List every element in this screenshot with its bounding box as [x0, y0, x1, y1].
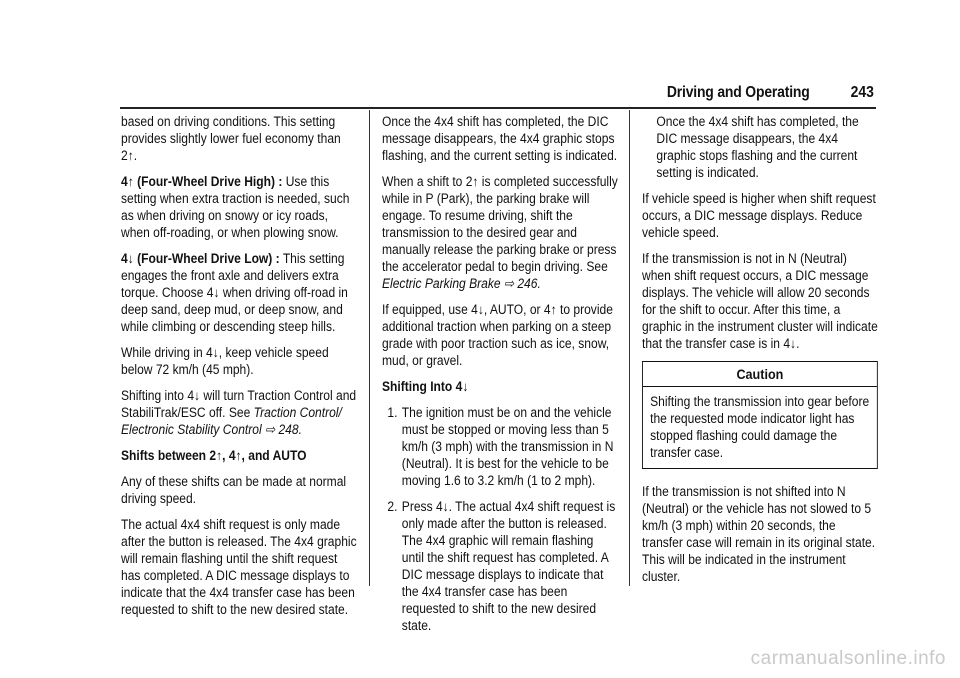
paragraph: Once the 4x4 shift has completed, the DIC message disappears, the 4x4 graphic stops flashing and the current setting is indicated. — [656, 114, 859, 180]
page-reference: ⇨ 246. — [500, 276, 541, 291]
section-title: Driving and Operating — [667, 84, 810, 101]
paragraph: If the transmission is not shifted into N (Neutral) or the vehicle has not slowed to 5 km/h (3 mph) within 20 seconds, the transfer case will remain in its original state. This will be indicated in the instrument cluster. — [642, 484, 876, 584]
caution-title: Caution — [643, 362, 877, 387]
watermark: carmanualsonline.info — [750, 648, 946, 669]
caution-text: Shifting the transmission into gear before the requested mode indicator light has stopped flashing could damage the transfer case. — [650, 394, 870, 460]
column-3 — [642, 113, 878, 594]
column-2 — [382, 113, 618, 643]
paragraph: Once the 4x4 shift has completed, the DIC message disappears, the 4x4 graphic stops flashing, and the current setting is indicated. — [382, 114, 618, 163]
list-number: 1. — [387, 405, 398, 420]
paragraph: When a shift to 2↑ is completed successfully while in P (Park), the parking brake will engage. To resume driving, shift the transmission to the desired gear and manually release the parking brake or press the accelerator pedal to begin driving. See Electric Parking Brake ⇨ 246. — [382, 174, 618, 291]
caution-box — [642, 361, 878, 469]
list-number: 2. — [387, 499, 398, 514]
term-4-low: 4↓ (Four-Wheel Drive Low) : — [121, 251, 280, 266]
header-rule — [120, 107, 876, 109]
column-divider — [369, 110, 370, 586]
paragraph: If vehicle speed is higher when shift request occurs, a DIC message displays. Reduce vehicle speed. — [642, 191, 876, 240]
cross-reference-link[interactable]: Electric Parking Brake — [382, 276, 501, 291]
paragraph: The actual 4x4 shift request is only made after the button is released. The 4x4 graphic will remain flashing until the shift request has completed. A DIC message displays to indicate that the 4x4 transfer case has been requested to shift to the new desired state. — [121, 517, 357, 617]
list-item — [382, 404, 618, 489]
subheading: Shifting Into 4↓ — [382, 379, 469, 394]
paragraph: If the transmission is not in N (Neutral) when shift request occurs, a DIC message displays. The vehicle will allow 20 seconds for the shift to occur. After this time, a graphic in the instrument cluster will indicate that the transfer case is in 4↓. — [642, 251, 878, 351]
paragraph: based on driving conditions. This setting provides slightly lower fuel economy than 2↑. — [121, 114, 341, 163]
page-reference: ⇨ 248. — [261, 422, 302, 437]
list-text: The ignition must be on and the vehicle must be stopped or moving less than 5 km/h (3 mph) with the transmission in N (Neutral). It is best for the vehicle to be moving 1.6 to 3.2 km/h (1 to 2 mph). — [401, 405, 614, 488]
paragraph: While driving in 4↓, keep vehicle speed below 72 km/h (45 mph). — [121, 345, 329, 377]
cross-reference-link[interactable]: Traction Control/ Electronic Stability Control — [121, 405, 342, 437]
paragraph: Shifting into 4↓ will turn Traction Control and StabiliTrak/ESC off. See Traction Control/ Electronic Stability Control ⇨ 248. — [121, 388, 357, 437]
column-divider — [629, 110, 630, 586]
paragraph: 4↑ (Four-Wheel Drive High) : Use this setting when extra traction is needed, such as when driving on snowy or icy roads, when off-roading, or when plowing snow. — [121, 174, 350, 240]
column-1 — [121, 113, 357, 627]
list-text: Press 4↓. The actual 4x4 shift request is only made after the button is released. The 4x4 graphic will remain flashing until the shift request has completed. A DIC message displays to indicate that the 4x4 transfer case has been requested to shift to the new desired state. — [401, 499, 616, 633]
page-header — [120, 84, 876, 106]
paragraph: 4↓ (Four-Wheel Drive Low) : This setting engages the front axle and delivers extra torque. Choose 4↓ when driving off-road in deep sand, deep mud, or deep snow, and while climbing or descending steep hills. — [121, 251, 348, 334]
term-4-high: 4↑ (Four-Wheel Drive High) : — [121, 174, 283, 189]
paragraph: Any of these shifts can be made at normal driving speed. — [121, 474, 347, 506]
list-item — [382, 498, 618, 634]
subheading: Shifts between 2↑, 4↑, and AUTO — [121, 448, 307, 463]
page-number: 243 — [850, 84, 874, 101]
paragraph: If equipped, use 4↓, AUTO, or 4↑ to provide additional traction when parking on a steep grade with poor traction such as ice, snow, mud, or gravel. — [382, 302, 613, 368]
